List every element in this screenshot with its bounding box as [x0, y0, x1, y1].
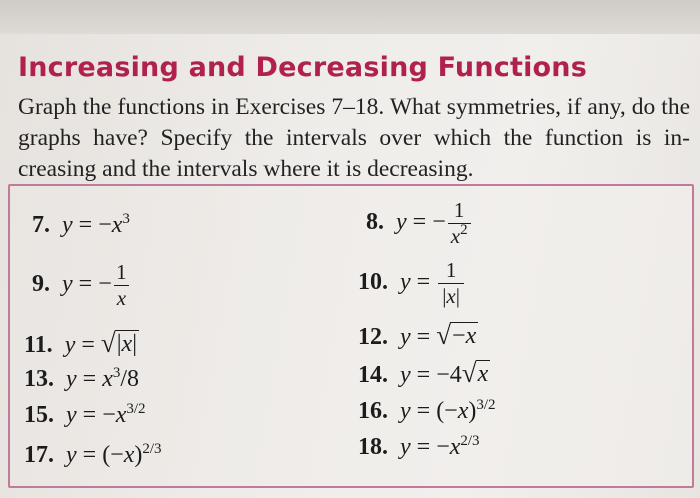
exercise-14 [358, 360, 490, 389]
exercise-number: 10. [358, 269, 388, 296]
exercise-formula: y = √ |x| [64, 328, 137, 359]
exercise-formula: $y = -x^{2/3}$ [400, 433, 480, 460]
exercise-number: 9. [32, 271, 50, 298]
exercise-formula: y = − $\frac{1}{x^2}$ [390, 209, 473, 235]
exercise-11 [24, 330, 139, 359]
exercise-number: 8. [366, 209, 384, 236]
previous-page-edge [0, 0, 700, 34]
section-title: Increasing and Decreasing Functions [18, 52, 587, 83]
exercise-18 [358, 434, 480, 461]
exercise-8 [366, 200, 473, 247]
exercise-number: 7. [32, 212, 50, 238]
exercise-number: 12. [358, 324, 388, 351]
exercise-formula: y = √ −x [400, 320, 477, 351]
exercise-number: 16. [358, 398, 388, 424]
exercise-number: 13. [24, 366, 54, 392]
exercise-number: 17. [24, 442, 54, 468]
exercise-formula: $y = -x^{3/2}$ [66, 401, 146, 428]
exercise-10 [358, 260, 466, 307]
exercise-12 [358, 322, 478, 351]
exercise-formula: y = −4 √ x [400, 358, 489, 389]
exercise-number: 14. [358, 362, 388, 389]
exercise-number: 11. [24, 332, 53, 359]
exercise-number: 18. [358, 434, 388, 460]
instructions-paragraph: Graph the functions in Exercises 7–18. What symmetries, if any, do the graphs have? Specify the intervals over which the function is in-creasing and the intervals where it is decreasing. [18, 94, 690, 182]
exercise-9 [32, 262, 131, 309]
exercise-formula: $y = (-x)^{2/3}$ [66, 441, 162, 468]
exercise-7 [32, 212, 130, 239]
exercise-formula: y = $\frac{1}{|x|}$ [394, 269, 466, 295]
exercise-formula: $y = -x^3$ [62, 211, 130, 238]
exercise-formula: $y = x^3/8$ [66, 365, 140, 392]
exercise-number: 15. [24, 402, 54, 428]
exercise-17 [24, 442, 162, 469]
exercise-formula: y = − $\frac{1}{x}$ [56, 271, 131, 297]
exercise-13 [24, 366, 139, 393]
exercise-15 [24, 402, 146, 429]
exercise-formula: $y = (-x)^{3/2}$ [400, 397, 496, 424]
exercise-16 [358, 398, 496, 425]
